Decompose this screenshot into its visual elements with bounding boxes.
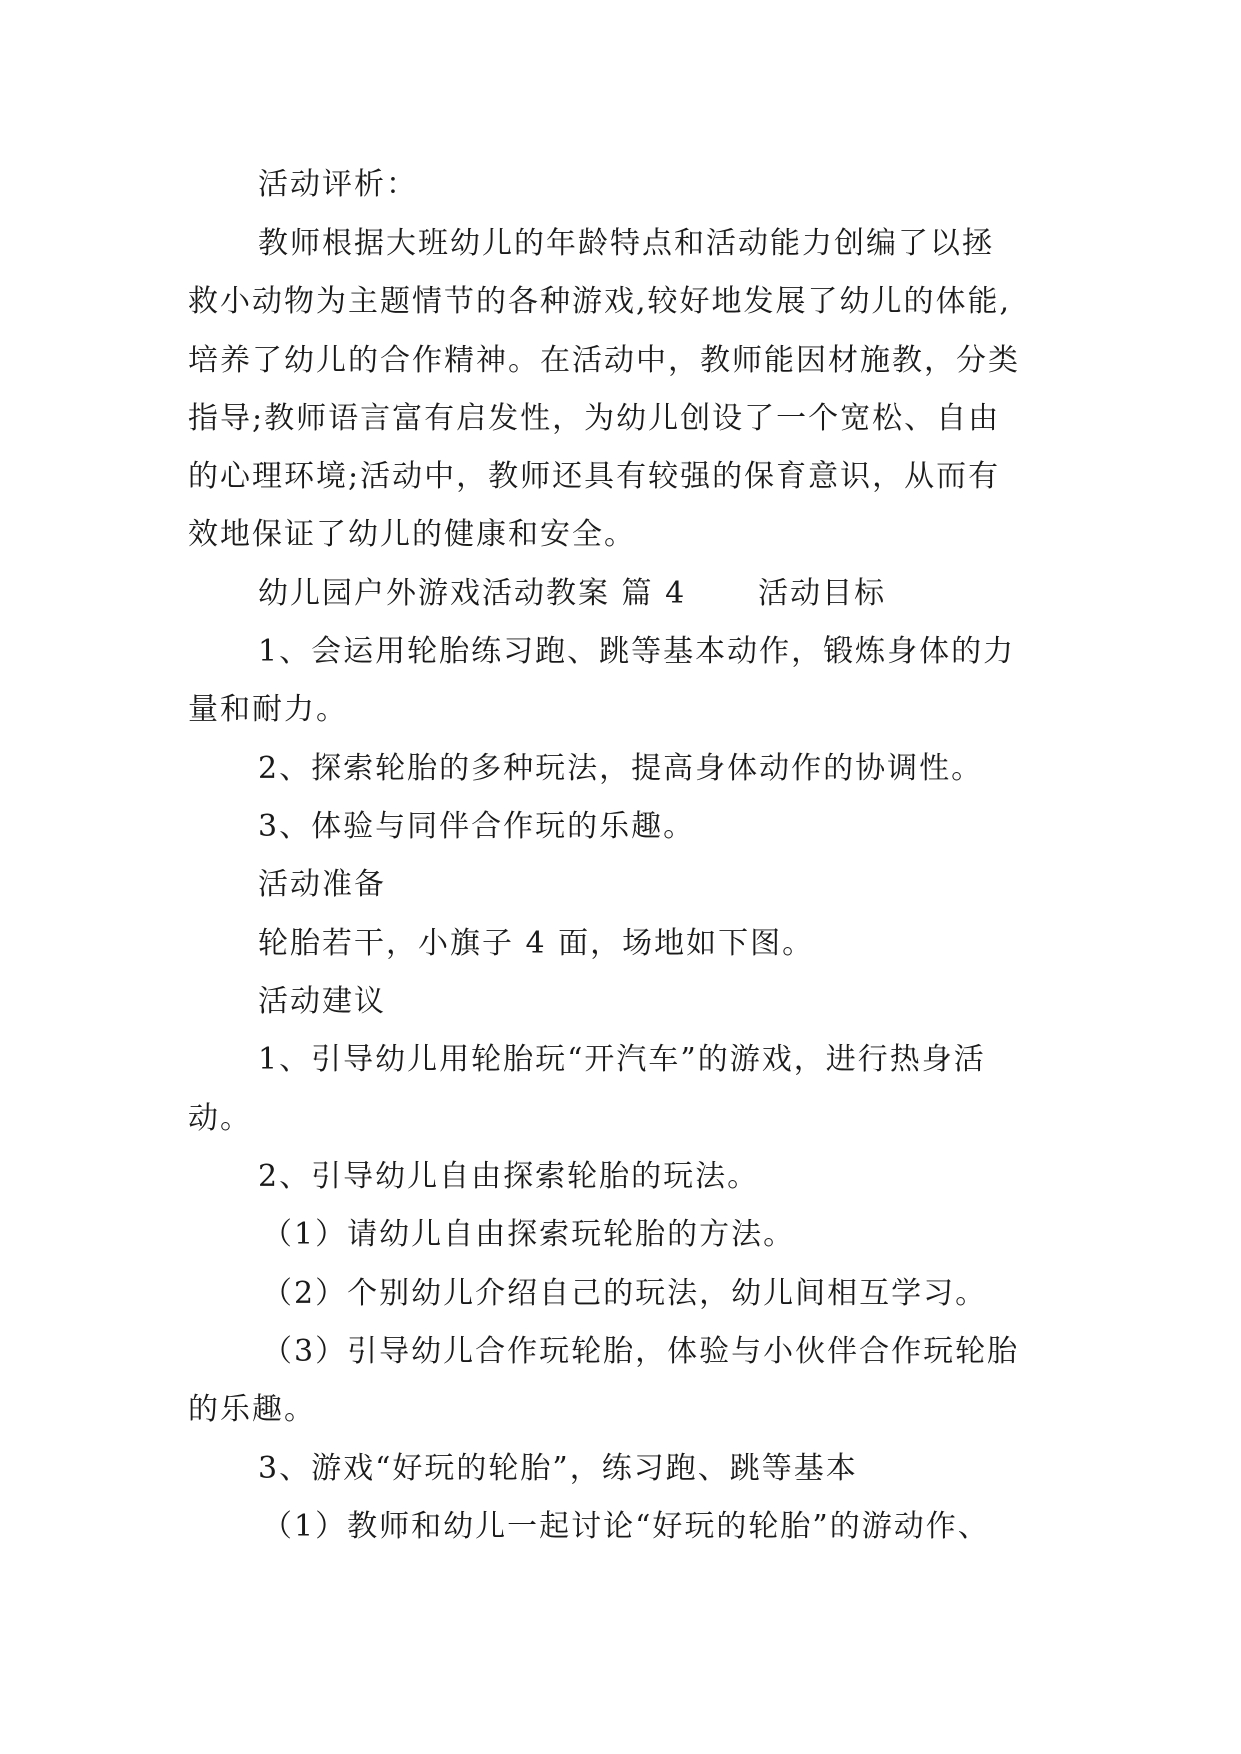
paragraph-line: 1、会运用轮胎练习跑、跳等基本动作，锻炼身体的力 <box>258 634 1016 669</box>
paragraph-line: 救小动物为主题情节的各种游戏,较好地发展了幼儿的体能, <box>188 284 1012 319</box>
paragraph-line: 培养了幼儿的合作精神。在活动中，教师能因材施教，分类 <box>188 343 1020 378</box>
paragraph-line: （2）个别幼儿介绍自己的玩法，幼儿间相互学习。 <box>262 1276 988 1311</box>
paragraph-line: （3）引导幼儿合作玩轮胎，体验与小伙伴合作玩轮胎 <box>262 1334 1020 1369</box>
paragraph-line: （1）请幼儿自由探索玩轮胎的方法。 <box>262 1217 796 1252</box>
paragraph-line: 量和耐力。 <box>188 692 348 727</box>
paragraph-line: 教师根据大班幼儿的年龄特点和活动能力创编了以拯 <box>258 226 994 261</box>
paragraph-line: 2、引导幼儿自由探索轮胎的玩法。 <box>258 1159 760 1194</box>
paragraph-line: 的乐趣。 <box>188 1392 316 1427</box>
paragraph-line: 1、引导幼儿用轮胎玩“开汽车”的游戏，进行热身活 <box>258 1042 986 1077</box>
paragraph-line: 的心理环境;活动中，教师还具有较强的保育意识，从而有 <box>188 459 1001 494</box>
subsection-title: 活动准备 <box>258 867 386 902</box>
paragraph-line: 效地保证了幼儿的健康和安全。 <box>188 517 636 552</box>
section-heading-line <box>258 574 886 614</box>
subsection-title: 活动建议 <box>258 984 386 1019</box>
paragraph-line: 轮胎若干，小旗子 4 面，场地如下图。 <box>258 926 815 961</box>
paragraph-line: 3、游戏“好玩的轮胎”，练习跑、跳等基本 <box>258 1451 858 1486</box>
section-title: 幼儿园户外游戏活动教案 篇 4 <box>258 576 687 611</box>
paragraph-line: 动。 <box>188 1101 252 1136</box>
paragraph-line: 活动评析： <box>258 167 418 202</box>
paragraph-line: 2、探索轮胎的多种玩法，提高身体动作的协调性。 <box>258 751 984 786</box>
paragraph-line: （1）教师和幼儿一起讨论“好玩的轮胎”的游动作、 <box>262 1509 990 1544</box>
subsection-title: 活动目标 <box>758 576 887 611</box>
paragraph-line: 3、体验与同伴合作玩的乐趣。 <box>258 809 696 844</box>
paragraph-line: 指导;教师语言富有启发性，为幼儿创设了一个宽松、自由 <box>188 401 1001 436</box>
